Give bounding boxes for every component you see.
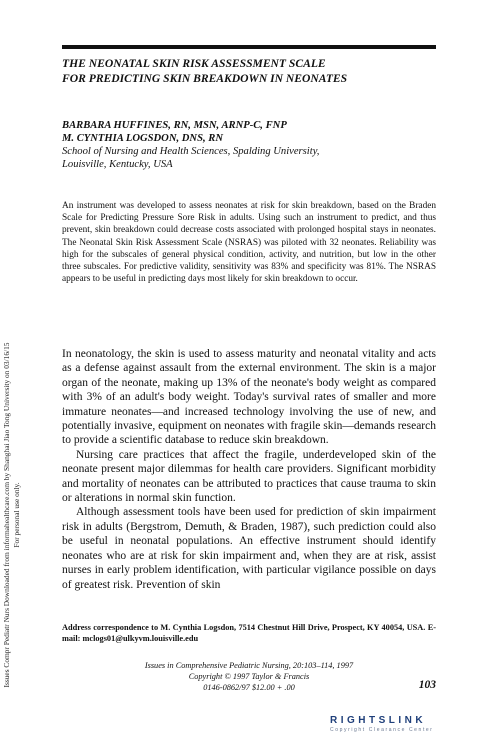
abstract: An instrument was developed to assess neonates at risk for skin breakdown, based on the Braden Scale for Predicting Pressure Sore Risk in adults. Using such an instrument to predict, and thus prevent, skin breakdown could decrease costs associated with prolonged hospital stays in neonates. The Neonatal Skin Risk Assessment Scale (NSRAS) was piloted with 32 neonates. Reliability was high for the subscales of general physical condition, activity, and nutrition, but low in the other three subscales. For predictive validity, sensitivity was 83% and specificity was 81%. The NSRAS appears to be useful in predicting days most likely for skin breakdown to occur. <box>62 201 436 285</box>
body-paragraph: In neonatology, the skin is used to assess maturity and neonatal vitality and acts as a defense against assault from the external environment. The skin is a major organ of the neonate, making up 13% of the neonate's body weight as compared with 3% of an adult's body weight. Today's survival rates of smaller and more immature neonates—and increased technology involving the use of new, and potentially invasive, equipment on neonates with fragile skin—demands research to provide a scientific database to reduce skin breakdown. <box>62 348 436 447</box>
page-number: 103 <box>418 679 436 691</box>
footer-line: Copyright © 1997 Taylor & Francis <box>188 672 310 681</box>
correspondence-note: Address correspondence to M. Cynthia Logsdon, 7514 Chestnut Hill Drive, Prospect, KY 40054, USA. E-mail: mclogs01@ulkyvm.louisville.edu <box>62 623 436 643</box>
rightslink-wordmark: RIGHTSLINK <box>330 715 427 726</box>
footer-line: 0146-0862/97 $12.00 + .00 <box>203 683 295 692</box>
body-paragraph: Although assessment tools have been used for prediction of skin impairment risk in adults (Bergstrom, Demuth, & Braden, 1987), such prediction could also be useful in neonatal populations. An effective instrument should identify neonates who are at risk for skin impairment and, when they are at risk, assist nurses in early problem identification, with particular vigilance possible on days of greatest risk. Prevention of skin <box>62 506 436 591</box>
affiliation-line: Louisville, Kentucky, USA <box>62 159 173 170</box>
side-note-line: For personal use only. <box>12 482 21 548</box>
journal-footer <box>62 660 436 693</box>
rightslink-logo[interactable] <box>330 715 434 733</box>
affiliation-line: School of Nursing and Health Sciences, Spalding University, <box>62 146 320 157</box>
title-line: THE NEONATAL SKIN RISK ASSESSMENT SCALE <box>62 57 326 70</box>
title-line: FOR PREDICTING SKIN BREAKDOWN IN NEONATES <box>62 72 348 85</box>
rightslink-tagline: Copyright Clearance Center <box>330 727 434 733</box>
author-line: M. CYNTHIA LOGSDON, DNS, RN <box>62 133 223 144</box>
download-side-note <box>2 300 24 730</box>
body-text <box>62 347 436 592</box>
authors <box>62 119 442 145</box>
footer-line: Issues in Comprehensive Pediatric Nursing, 20:103–114, 1997 <box>144 661 354 670</box>
header-rule <box>62 45 436 49</box>
side-note-line: Issues Compr Pediatr Nurs Downloaded from informahealthcare.com by Shanghai Jiao Tong University on 03/16/15 <box>2 342 11 688</box>
affiliation <box>62 145 442 171</box>
author-line: BARBARA HUFFINES, RN, MSN, ARNP-C, FNP <box>62 120 287 131</box>
article-title <box>62 56 442 86</box>
body-paragraph: Nursing care practices that affect the fragile, underdeveloped skin of the neonate present major dilemmas for health care providers. Significant morbidity and mortality of neonates can be attributed to practices that cause trauma to skin or alterations in normal skin function. <box>62 448 436 505</box>
